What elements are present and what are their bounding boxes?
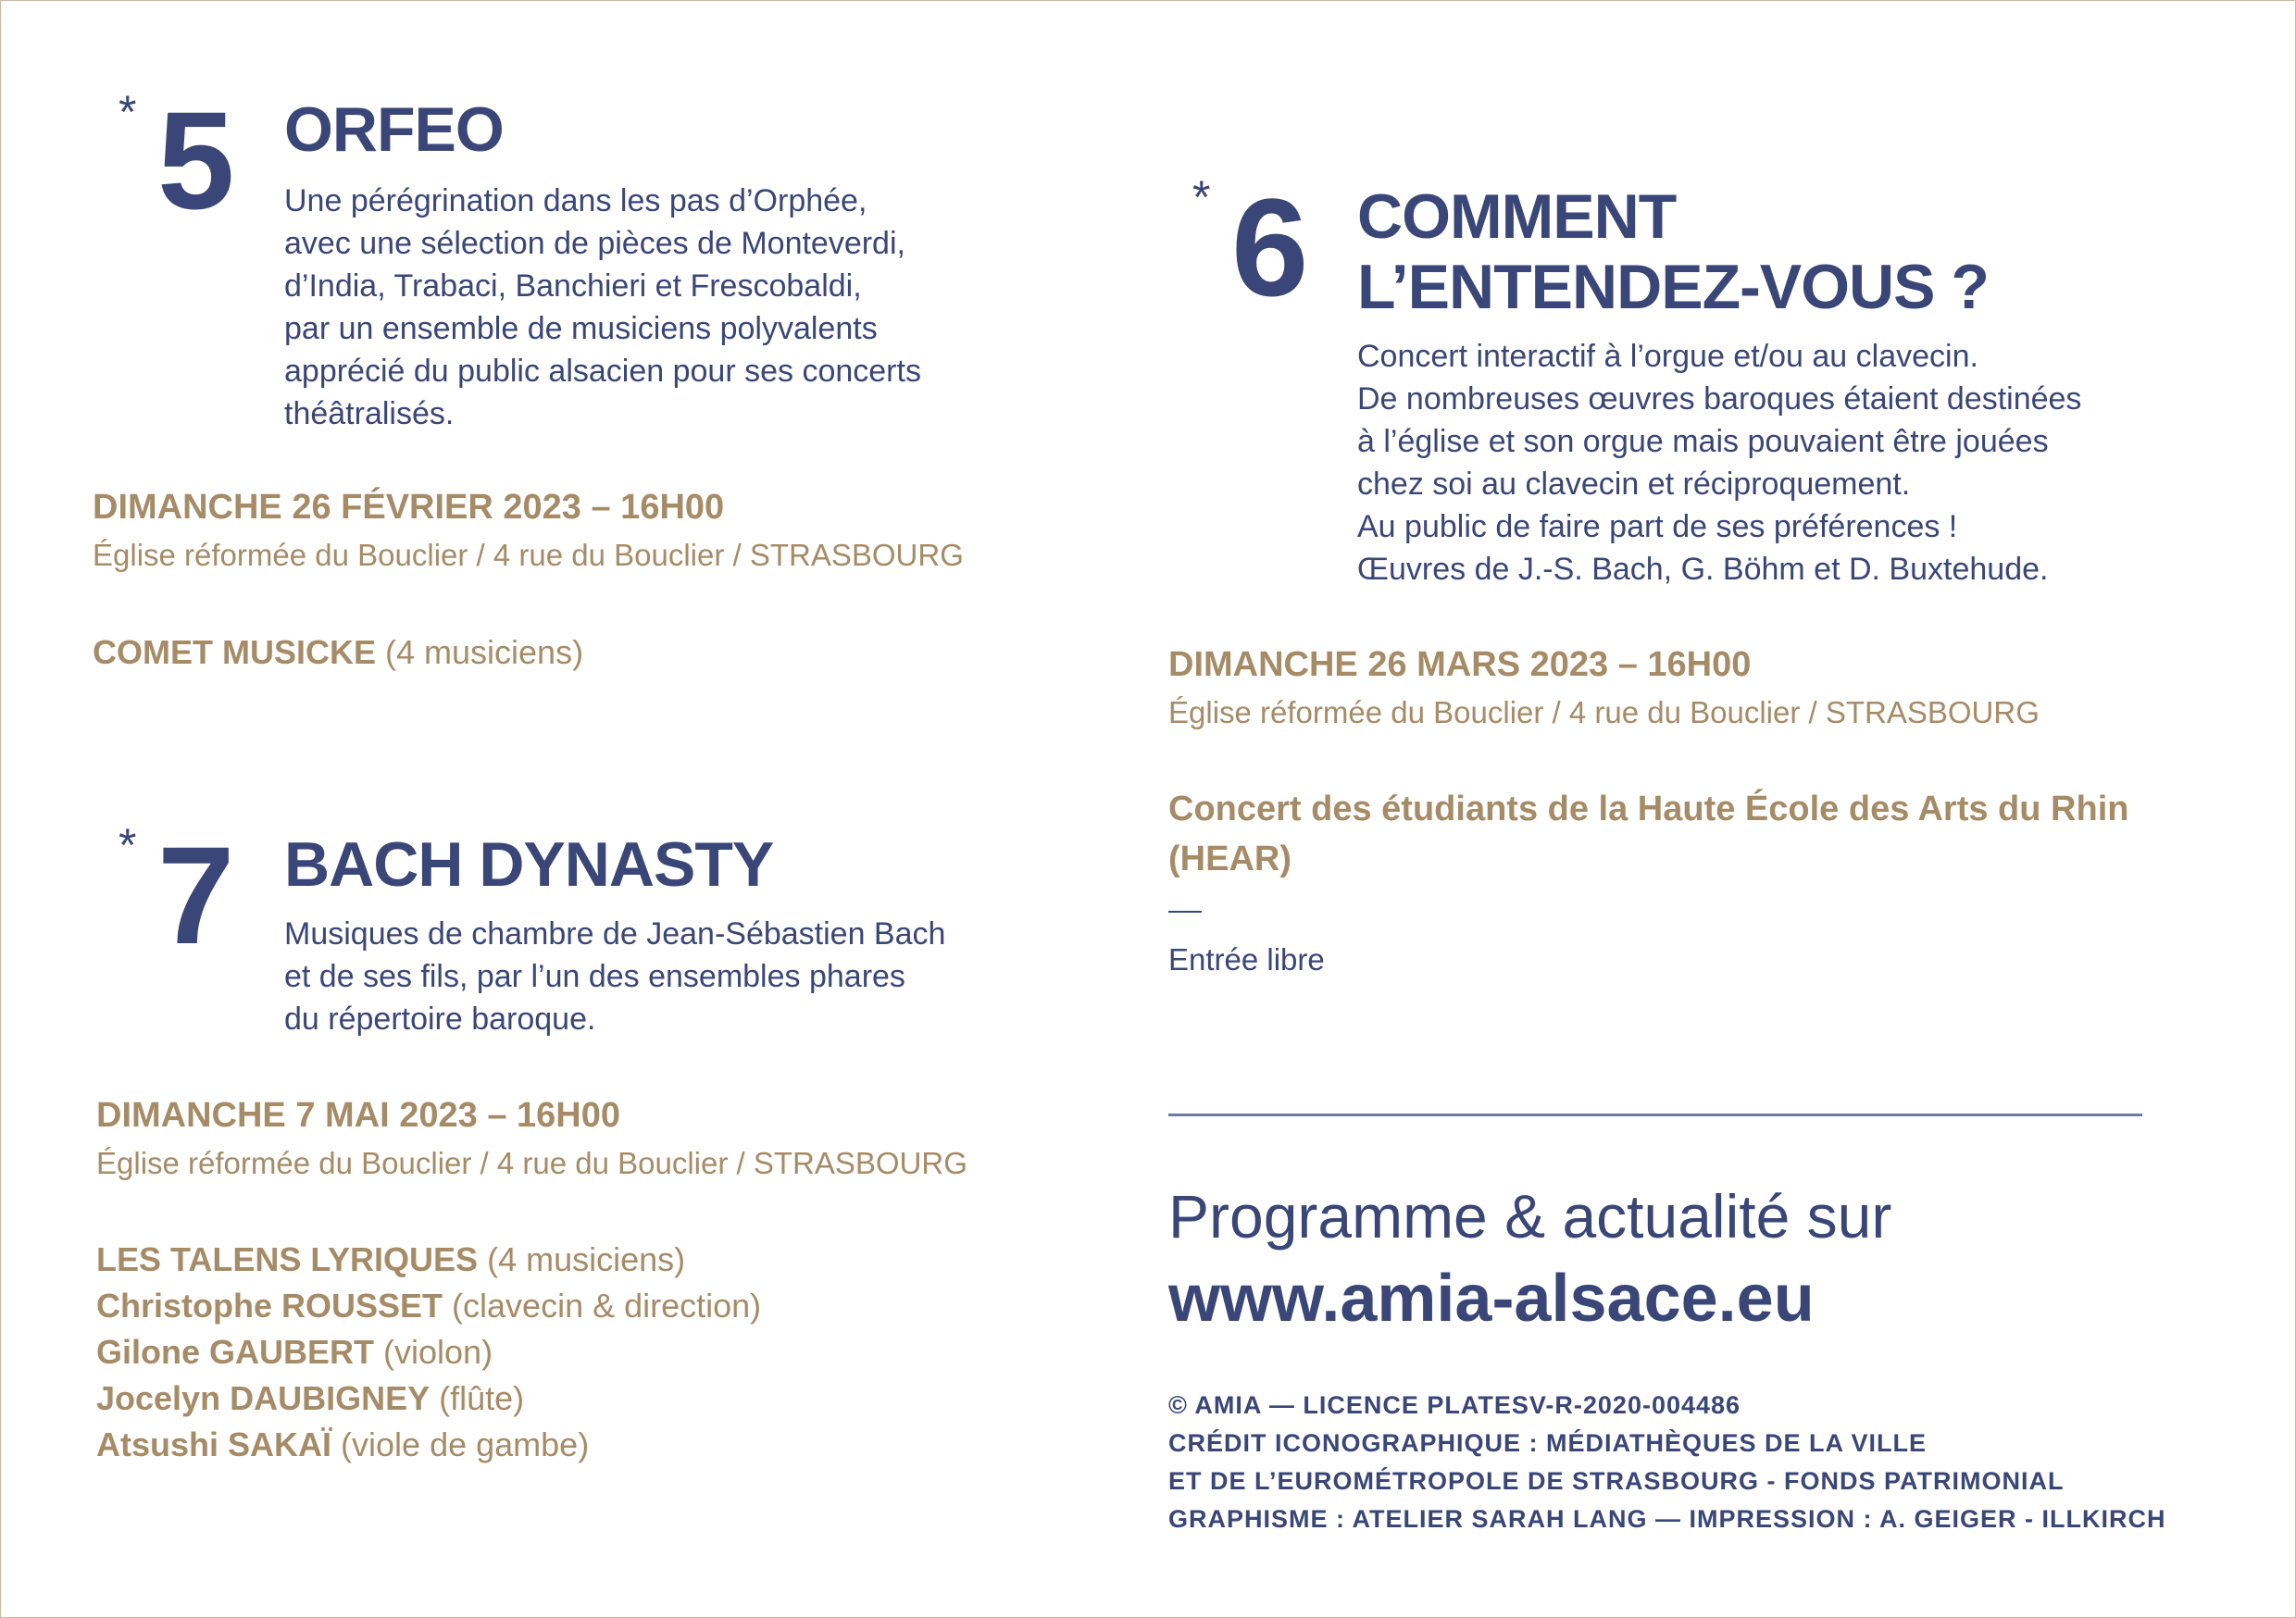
description-line: chez soi au clavecin et réciproquement. [1357,467,1911,502]
event-title-line: COMMENT [1357,181,1677,252]
description-line: à l’église et son orgue mais pouvaient être jouées [1357,424,2049,459]
event-number: 6 [1231,169,1307,325]
description-line: Musiques de chambre de Jean-Sébastien Bach [284,916,946,952]
performer-row [96,1329,761,1375]
performer-row [96,1422,761,1468]
performer-row [93,629,583,676]
performer-role: (flûte) [439,1379,525,1417]
performer-name: Christophe ROUSSET [96,1287,443,1325]
event-venue: Église réformée du Bouclier / 4 rue du Bouclier / STRASBOURG [93,538,964,572]
event-number: 5 [157,82,233,238]
performer-row [96,1283,761,1329]
asterisk-icon: * [119,86,137,138]
performer-role: (viole de gambe) [341,1425,590,1463]
description-line: théâtralisés. [284,396,455,431]
performer-line: Concert des étudiants de la Haute École des Arts du Rhin [1168,790,2129,828]
credit-line: ET DE L’EUROMÉTROPOLE DE STRASBOURG - FONDS PATRIMONIAL [1168,1467,2065,1495]
event-venue: Église réformée du Bouclier / 4 rue du Bouclier / STRASBOURG [1168,695,2040,729]
description-line: Œuvres de J.-S. Bach, G. Böhm et D. Buxtehude. [1357,552,2049,587]
description-line: et de ses fils, par l’un des ensembles phares [284,959,905,994]
credit-line: CRÉDIT ICONOGRAPHIQUE : MÉDIATHÈQUES DE LA VILLE [1168,1429,1928,1457]
description-line: apprécié du public alsacien pour ses concerts [284,354,921,389]
credits [1168,1387,2166,1538]
dash-divider [1168,911,1202,913]
performer-row [96,1237,761,1283]
performer-role: (4 musiciens) [385,633,584,671]
performer-role: (4 musiciens) [487,1240,686,1278]
horizontal-rule [1168,1114,2142,1116]
performer-name: Atsushi SAKAÏ [96,1425,332,1463]
performer-name: Gilone GAUBERT [96,1333,375,1371]
performer-name: LES TALENS LYRIQUES [96,1240,479,1278]
event-description [284,180,921,435]
performer-row [96,1375,761,1422]
event-description [1357,335,2081,591]
event-date: DIMANCHE 7 MAI 2023 – 16H00 [96,1096,620,1135]
performer-name: COMET MUSICKE [93,633,376,671]
event-venue: Église réformée du Bouclier / 4 rue du Bouclier / STRASBOURG [96,1146,967,1180]
credit-line: © AMIA — LICENCE PLATESV-R-2020-004486 [1168,1391,1741,1419]
description-line: Au public de faire part de ses préférences ! [1357,509,1958,544]
performer-name: Jocelyn DAUBIGNEY [96,1379,430,1417]
description-line: Une pérégrination dans les pas d’Orphée, [284,183,867,218]
event-title [284,829,773,900]
event-title [284,94,504,165]
event-title-line: ORFEO [284,94,504,165]
event-number: 7 [157,817,233,973]
description-line: Concert interactif à l’orgue et/ou au clavecin. [1357,339,1978,374]
description-line: De nombreuses œuvres baroques étaient destinées [1357,381,2082,417]
performer-role: (violon) [383,1333,493,1371]
programme-heading: Programme & actualité sur [1168,1182,1892,1251]
event-description [284,913,945,1040]
event-title-line: BACH DYNASTY [284,829,774,900]
description-line: d’India, Trabaci, Banchieri et Frescobaldi, [284,268,862,304]
event-performers [96,1237,761,1468]
credit-line: GRAPHISME : ATELIER SARAH LANG — IMPRESSION : A. GEIGER - ILLKIRCH [1168,1505,2166,1533]
event-performers [93,629,583,676]
website-link[interactable]: www.amia-alsace.eu [1168,1262,1815,1336]
asterisk-icon: * [119,819,137,871]
event-title-line: L’ENTENDEZ-VOUS ? [1357,252,1989,322]
event-date: DIMANCHE 26 MARS 2023 – 16H00 [1168,645,1752,684]
entry-info: Entrée libre [1168,942,1325,977]
description-line: par un ensemble de musiciens polyvalents [284,311,878,346]
asterisk-icon: * [1192,171,1211,223]
event-date: DIMANCHE 26 FÉVRIER 2023 – 16H00 [93,488,725,527]
description-line: du répertoire baroque. [284,1002,596,1037]
event-performers [1168,784,2128,884]
performer-role: (clavecin & direction) [452,1287,762,1325]
performer-line: (HEAR) [1168,840,1292,878]
description-line: avec une sélection de pièces de Monteverdi, [284,226,905,261]
event-title [1357,181,1989,322]
